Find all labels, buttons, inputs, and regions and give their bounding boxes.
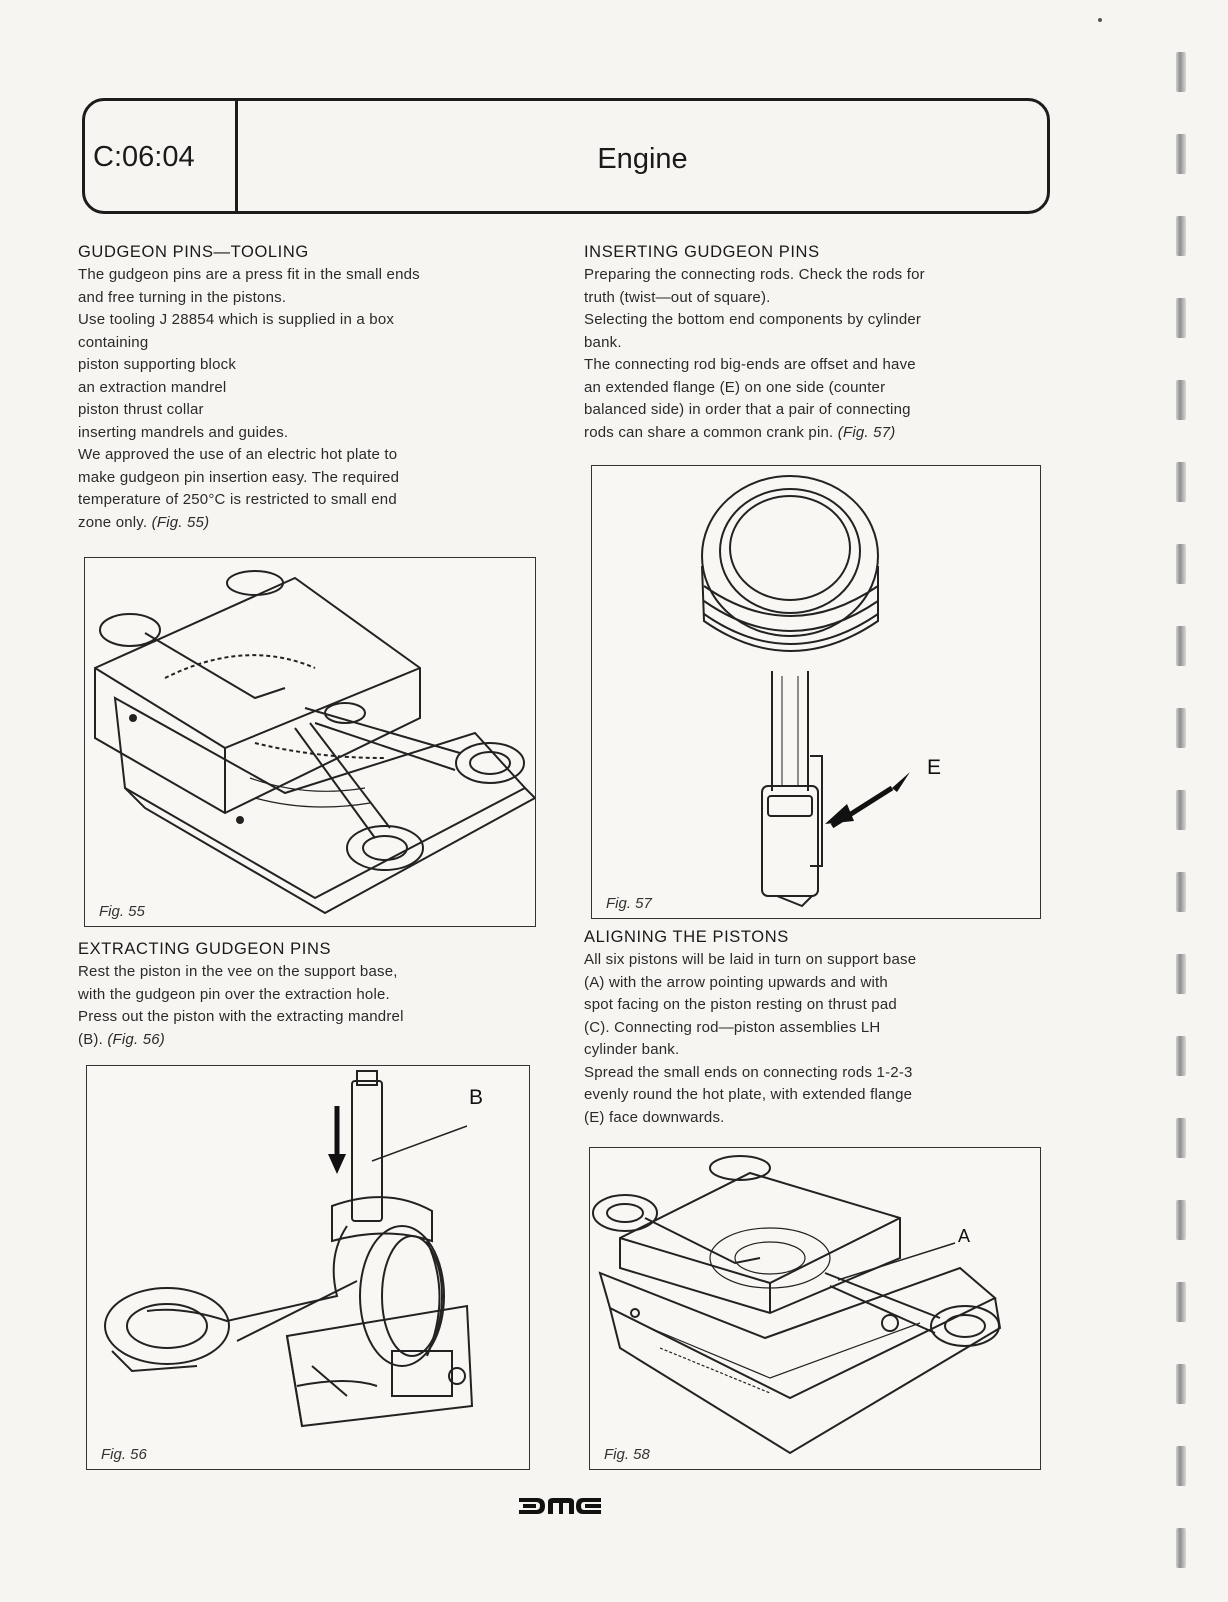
- section-code: C:06:04: [93, 141, 195, 173]
- binder-mark: [1176, 790, 1186, 830]
- binder-mark: [1176, 52, 1186, 92]
- binder-mark: [1176, 708, 1186, 748]
- text-line: truth (twist—out of square).: [584, 288, 771, 306]
- callout-label: E: [927, 756, 942, 779]
- figure-reference: (Fig. 56): [107, 1030, 165, 1048]
- binder-mark: [1176, 1282, 1186, 1322]
- section-tooling: [78, 243, 538, 534]
- text-line: (C). Connecting rod—piston assemblies LH: [584, 1018, 881, 1036]
- text-line: (B).: [78, 1030, 103, 1048]
- text-line: bank.: [584, 333, 622, 351]
- hot-plate-illustration: [590, 1148, 1041, 1470]
- section-aligning: [584, 928, 1054, 1129]
- scan-speck: [1098, 18, 1102, 22]
- text-line: and free turning in the pistons.: [78, 288, 287, 306]
- text-line: cylinder bank.: [584, 1041, 680, 1058]
- text-line: (E) face downwards.: [584, 1108, 725, 1126]
- figure-55: [84, 557, 536, 927]
- text-line: Rest the piston in the vee on the support base,: [78, 963, 398, 980]
- body-inserting: [584, 264, 1054, 444]
- text-line: The gudgeon pins are a press fit in the small ends: [78, 266, 420, 283]
- binder-mark: [1176, 380, 1186, 420]
- binder-mark: [1176, 544, 1186, 584]
- binder-mark: [1176, 954, 1186, 994]
- callout-label: B: [469, 1086, 484, 1109]
- text-line: The connecting rod big-ends are offset and have: [584, 356, 916, 373]
- text-line: rods can share a common crank pin.: [584, 423, 834, 441]
- binder-mark: [1176, 1200, 1186, 1240]
- text-line: spot facing on the piston resting on thrust pad: [584, 996, 897, 1013]
- text-line: We approved the use of an electric hot plate to: [78, 446, 398, 463]
- figure-caption: Fig. 58: [604, 1446, 650, 1463]
- figure-caption: Fig. 56: [101, 1446, 147, 1463]
- text-line: make gudgeon pin insertion easy. The required: [78, 468, 400, 486]
- binder-mark: [1176, 626, 1186, 666]
- heading-inserting: INSERTING GUDGEON PINS: [584, 243, 820, 261]
- page-title: Engine: [597, 143, 688, 175]
- figure-56: [86, 1065, 530, 1470]
- binder-mark: [1176, 1528, 1186, 1568]
- extraction-mandrel-illustration: [87, 1066, 530, 1470]
- text-line: (A) with the arrow pointing upwards and with: [584, 973, 888, 991]
- binder-mark: [1176, 298, 1186, 338]
- heading-extracting: EXTRACTING GUDGEON PINS: [78, 940, 332, 958]
- callout-label: A: [958, 1226, 971, 1246]
- binder-mark: [1176, 134, 1186, 174]
- figure-57: [591, 465, 1041, 919]
- section-extracting: [78, 940, 538, 1051]
- text-line: an extraction mandrel: [78, 378, 227, 396]
- text-line: piston supporting block: [78, 356, 237, 373]
- page-header: [82, 98, 1050, 214]
- binder-mark: [1176, 1118, 1186, 1158]
- text-line: All six pistons will be laid in turn on support base: [584, 951, 917, 968]
- dmc-logo: [517, 1494, 603, 1518]
- figure-reference: (Fig. 55): [151, 513, 210, 531]
- text-line: zone only.: [78, 513, 148, 531]
- text-line: with the gudgeon pin over the extraction hole.: [78, 985, 390, 1003]
- heading-tooling: GUDGEON PINS—TOOLING: [78, 243, 309, 261]
- piston-block-illustration: [85, 558, 536, 927]
- text-line: inserting mandrels and guides.: [78, 423, 289, 441]
- binder-mark: [1176, 1446, 1186, 1486]
- text-line: Selecting the bottom end components by cylinder: [584, 311, 922, 328]
- text-line: Preparing the connecting rods. Check the rods for: [584, 266, 925, 283]
- binder-mark: [1176, 1364, 1186, 1404]
- text-line: containing: [78, 333, 149, 351]
- text-line: balanced side) in order that a pair of connecting: [584, 401, 911, 418]
- body-extracting: [78, 961, 538, 1051]
- section-inserting: [584, 243, 1054, 444]
- dmc-logo-icon: [517, 1494, 603, 1518]
- text-line: Spread the small ends on connecting rods 1-2-3: [584, 1063, 913, 1081]
- binder-mark: [1176, 872, 1186, 912]
- heading-aligning: ALIGNING THE PISTONS: [584, 928, 789, 946]
- text-line: an extended flange (E) on one side (counter: [584, 378, 886, 396]
- text-line: temperature of 250°C is restricted to small end: [78, 491, 397, 508]
- figure-58: [589, 1147, 1041, 1470]
- binder-mark: [1176, 462, 1186, 502]
- figure-reference: (Fig. 57): [837, 423, 896, 441]
- text-line: evenly round the hot plate, with extended flange: [584, 1086, 913, 1103]
- figure-caption: Fig. 57: [606, 895, 652, 912]
- body-tooling: [78, 264, 538, 534]
- text-line: piston thrust collar: [78, 401, 204, 418]
- body-aligning: [584, 949, 1054, 1129]
- binder-mark: [1176, 1036, 1186, 1076]
- figure-caption: Fig. 55: [99, 903, 145, 920]
- connecting-rod-illustration: [592, 466, 1041, 919]
- text-line: Use tooling J 28854 which is supplied in a box: [78, 311, 395, 328]
- text-line: Press out the piston with the extracting mandrel: [78, 1008, 404, 1025]
- binder-mark: [1176, 216, 1186, 256]
